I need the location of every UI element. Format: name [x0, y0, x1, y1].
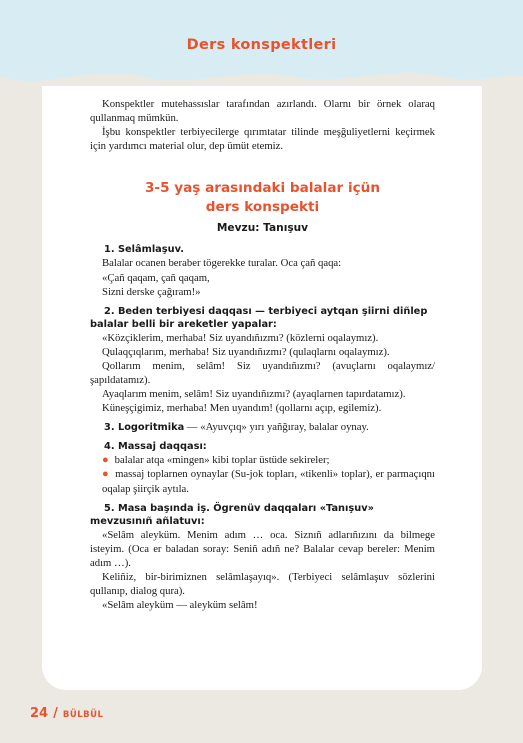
bullet-icon: ●: [102, 468, 110, 481]
section-heading: 4. Massaj daqqası:: [104, 441, 207, 453]
list-item: [90, 467, 435, 495]
section-heading-label: 3. Logoritmika: [104, 422, 185, 434]
lesson-title-line: ders konspekti: [205, 199, 320, 216]
magazine-name: BÜLBÜL: [62, 710, 104, 720]
poem-line: Qollarım menim, selâm! Siz uyandıñızmı? (avuçlarnı oqalaymız/ şapıldatamız).: [90, 359, 435, 387]
section-heading: 5. Masa başında iş. Ögrenüv daqqaları «Tanışuv» mevzusınıñ añlatuvı:: [90, 502, 374, 527]
page-footer: [30, 702, 103, 721]
poem-line: «Közçiklerim, merhaba! Siz uyandıñızmı? (közlerni oqalaymız).: [102, 331, 379, 344]
text-line: Sizni derske çağıram!»: [102, 285, 201, 298]
section-heading-text: — «Ayuvçıq» yırı yañğıray, balalar oynay.: [184, 421, 369, 434]
section-heading: [90, 421, 435, 434]
page-number: 24: [30, 706, 49, 721]
lesson-title-line: 3-5 yaş arasındaki balalar içün: [144, 180, 381, 197]
lesson-topic: Mevzu: Tanışuv: [216, 222, 309, 235]
dialog-paragraph: Keliñiz, bir-birimiznen selâmlaşayıq». (Terbiyeci selâmlaşuv sözlerini qullanıp, dialog qura).: [90, 570, 435, 597]
list-item-text: massaj toplarnen oynaylar (Su-jok topları, «tikenli» toplar), er parmaçıqnı oqalap şiirçik aytıla.: [102, 468, 435, 495]
text-line: «Çañ qaqam, çañ qaqam,: [102, 271, 210, 284]
bullet-icon: ●: [102, 454, 109, 467]
lesson-title: [90, 179, 435, 217]
section-heading: 1. Selâmlaşuv.: [104, 244, 184, 256]
list-item: [90, 453, 435, 467]
dialog-paragraph: «Selâm aleyküm — aleyküm selâm!: [102, 599, 258, 612]
article-body: [90, 97, 435, 612]
intro-paragraph: Konspektler mutehassıslar tarafından azırlandı. Olarnı bir örnek olaraq qullanmaq mümkün.: [90, 98, 435, 125]
footer-separator: /: [53, 706, 58, 721]
text-line: Balalar ocanen beraber tögerekke turalar. Oca çañ qaqa:: [102, 257, 342, 270]
dialog-paragraph: «Selâm aleyküm. Menim adım … oca. Siznıñ adlarıñızını da bilmege isteyim. (Oca er baladan soray: Seniñ adıñ ne? Balalar cevap bereler: Menim adım …).: [90, 528, 435, 569]
intro-paragraph: İşbu konspektler terbiyecilerge qırımtatar tilinde meşğuliyetlerni keçirmek için yardımcı material olur, dep ümüt etemiz.: [90, 126, 435, 153]
section-heading: 2. Beden terbiyesi daqqası — terbiyeci aytqan şiirni diñlep balalar belli bir areketler yapalar:: [90, 305, 428, 330]
poem-line: Küneşçigimiz, merhaba! Men uyandım! (qollarnı açıp, egilemiz).: [102, 402, 382, 415]
list-item-text: balalar atqa «mingen» kibi toplar üstüde sekireler;: [114, 454, 330, 467]
section-title: Ders konspektleri: [186, 37, 337, 53]
poem-line: Ayaqlarım menim, selâm! Siz uyandıñızmı? (ayaqlarnen tapırdatamız).: [102, 388, 406, 401]
poem-line: Qulaqçıqlarım, merhaba! Siz uyandıñızmı? (qulaqlarnı oqalaymız).: [102, 345, 390, 358]
